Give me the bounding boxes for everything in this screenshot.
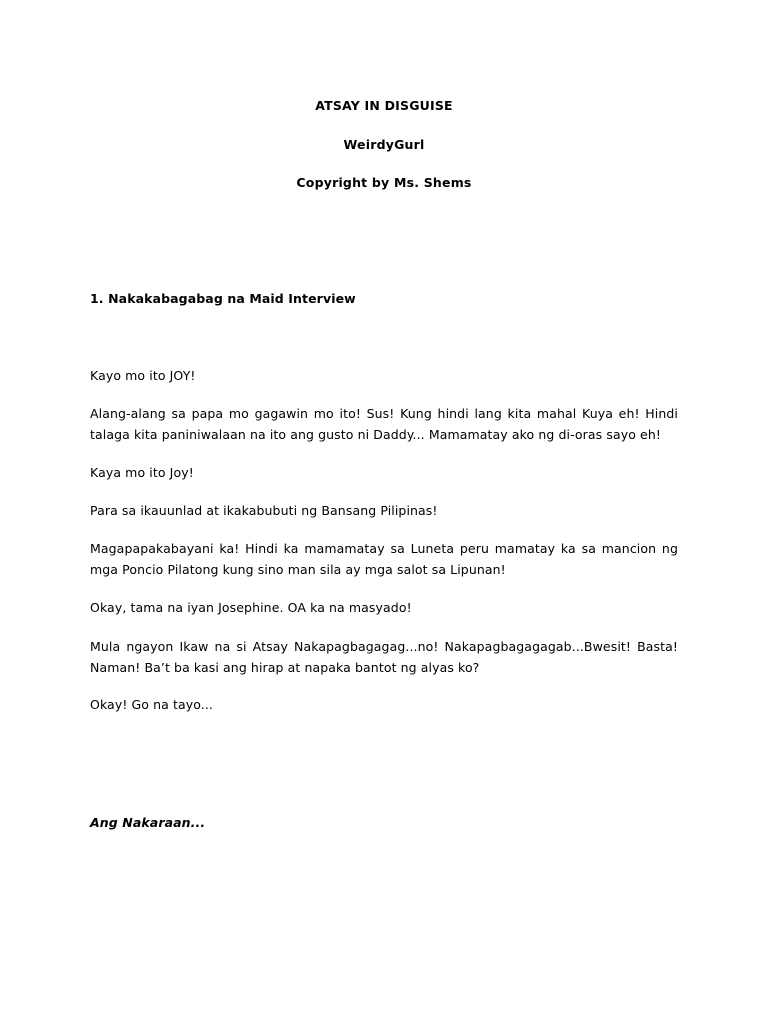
paragraph: Alang-alang sa papa mo gagawin mo ito! Sus! Kung hindi lang kita mahal Kuya eh! Hindi talaga kita paniniwalaan na ito ang gusto ni Daddy... Mamamatay ako ng di-oras sayo eh! <box>90 406 678 442</box>
document-title: ATSAY IN DISGUISE <box>315 98 453 113</box>
paragraph: Kaya mo ito Joy! <box>90 465 194 480</box>
paragraph: Okay, tama na iyan Josephine. OA ka na masyado! <box>90 600 412 615</box>
paragraph: Mula ngayon Ikaw na si Atsay Nakapagbagagag...no! Nakapagbagagagab...Bwesit! Basta! Naman! Ba’t ba kasi ang hirap at napaka bantot ng alyas ko? <box>90 639 678 675</box>
paragraph: Magapapakabayani ka! Hindi ka mamamatay sa Luneta peru mamatay ka sa mancion ng mga Poncio Pilatong kung sino man sila ay mga salot sa Lipunan! <box>90 541 678 577</box>
paragraph: Kayo mo ito JOY! <box>90 368 196 383</box>
paragraph: Okay! Go na tayo... <box>90 697 213 712</box>
section-label: Ang Nakaraan... <box>90 815 206 830</box>
chapter-heading: 1. Nakakabagabag na Maid Interview <box>90 291 356 306</box>
paragraph: Para sa ikauunlad at ikakabubuti ng Bansang Pilipinas! <box>90 503 438 518</box>
copyright-line: Copyright by Ms. Shems <box>296 175 472 190</box>
author-line: WeirdyGurl <box>343 137 425 152</box>
